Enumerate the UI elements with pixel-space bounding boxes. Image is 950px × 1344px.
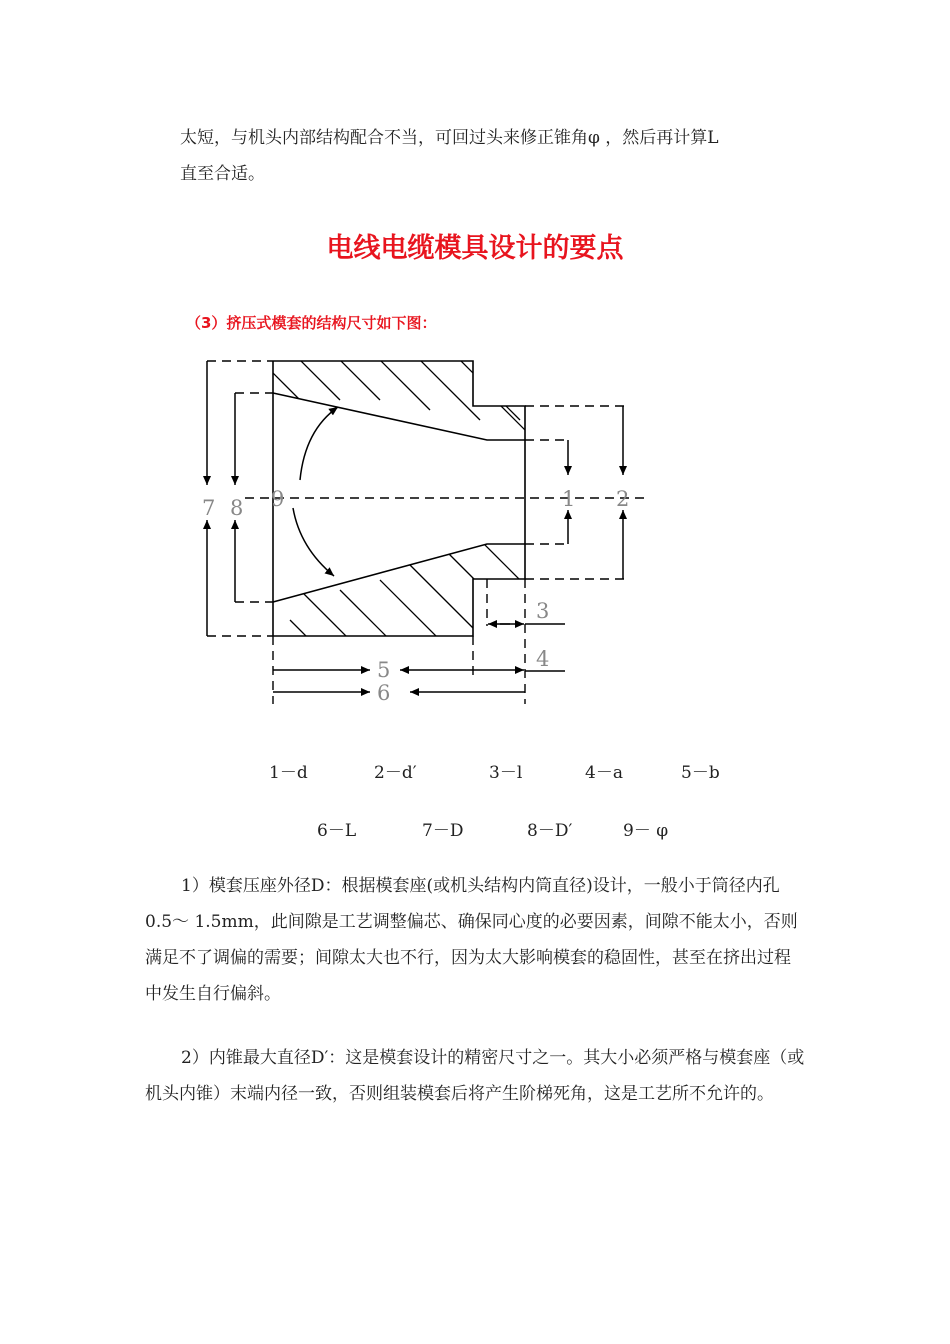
legend-item: 2－d′ bbox=[374, 763, 417, 783]
label-2: 2 bbox=[616, 487, 630, 511]
paragraph-1: 1）模套压座外径D：根据模套座(或机头结构内筒直径)设计，一般小于筒径内孔0.5～ 1.5mm，此间隙是工艺调整偏芯、确保同心度的必要因素，间隙不能太小，否则满足不了调偏的需要；间隙太大也不行，因为太大影响模套的稳固性，甚至在挤出过程中发生自行偏斜。 bbox=[145, 876, 798, 1004]
label-3: 3 bbox=[536, 599, 550, 623]
label-5: 5 bbox=[377, 658, 391, 682]
legend-item: 1－d bbox=[269, 763, 308, 783]
label-6: 6 bbox=[377, 681, 391, 705]
legend-row-2 bbox=[0, 816, 950, 840]
dimension-9-angle bbox=[293, 407, 338, 576]
legend-item: 3－l bbox=[489, 763, 523, 783]
section-subtitle: （3）挤压式模套的结构尺寸如下图： bbox=[186, 314, 437, 332]
legend-item: 4－a bbox=[585, 763, 623, 783]
legend-row-1 bbox=[0, 758, 950, 782]
legend-item: 8－D′ bbox=[527, 821, 573, 841]
legend-item: 5－b bbox=[681, 763, 720, 783]
paragraph-2: 2）内锥最大直径D′：这是模套设计的精密尺寸之一。其大小必须严格与模套座（或机头内锥）末端内径一致，否则组装模套后将产生阶梯死角，这是工艺所不允许的。 bbox=[145, 1048, 805, 1104]
legend-item: 7－D bbox=[422, 821, 464, 841]
label-9: 9 bbox=[271, 487, 285, 511]
legend-item: 9－ φ bbox=[623, 821, 669, 841]
label-8: 8 bbox=[230, 496, 244, 520]
label-4: 4 bbox=[536, 647, 550, 671]
page-title: 电线电缆模具设计的要点 bbox=[326, 233, 624, 264]
bottom-hatching bbox=[290, 540, 530, 640]
label-1: 1 bbox=[562, 487, 576, 511]
legend-item: 6－L bbox=[317, 821, 357, 841]
intro-line-2: 直至合适。 bbox=[180, 164, 265, 184]
intro-line-1: 太短，与机头内部结构配合不当，可回过头来修正锥角φ ，然后再计算L bbox=[180, 128, 719, 148]
label-7: 7 bbox=[202, 496, 216, 520]
